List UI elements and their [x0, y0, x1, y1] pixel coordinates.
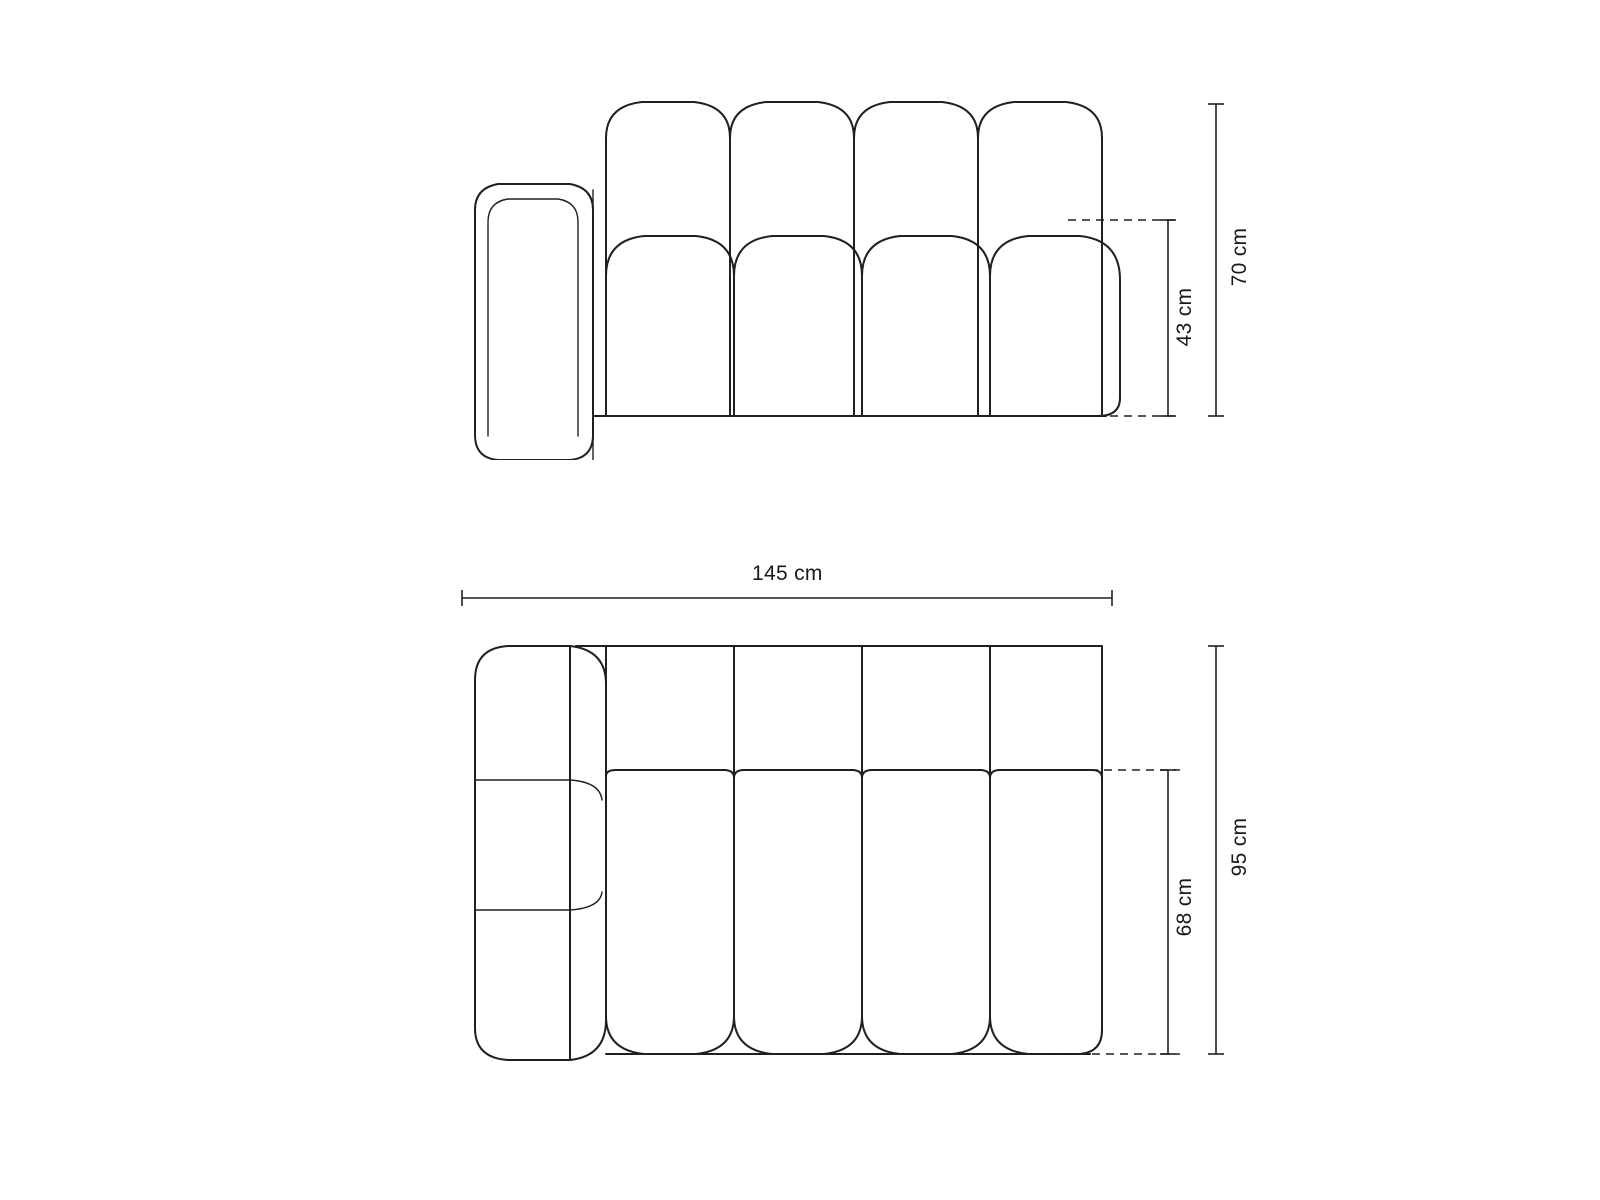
plan-seat-cushion-1 [606, 776, 734, 1054]
plan-arm-face-line-2 [570, 892, 602, 910]
seat-cushion-1 [606, 236, 734, 416]
front-view-dimensions [1020, 80, 1260, 480]
plan-arm-face-line-1 [570, 780, 602, 800]
plan-arm-outline [475, 646, 570, 1060]
dim-label-145cm: 145 cm [752, 562, 823, 585]
seat-cushion-2 [734, 236, 862, 416]
plan-backrest-bolster-1 [606, 646, 734, 778]
plan-backrest-bolster-3 [862, 646, 990, 778]
plan-seat-cushion-2 [734, 778, 862, 1054]
backrest-bolster-1 [606, 102, 730, 416]
arm-outer-outline [475, 184, 593, 460]
seat-cushion-3 [862, 236, 990, 416]
dim-label-68cm: 68 cm [1173, 877, 1196, 937]
plan-backrest-bolster-2 [734, 646, 862, 778]
plan-arm-face [570, 646, 606, 1060]
plan-view-dimensions [1020, 620, 1260, 1090]
backrest-bolster-3 [854, 102, 978, 416]
backrest-bolster-2 [730, 102, 854, 416]
dim-label-95cm: 95 cm [1228, 817, 1251, 877]
dim-label-70cm: 70 cm [1228, 227, 1251, 287]
arm-inner-line [488, 199, 578, 436]
plan-seat-cushion-3 [862, 778, 990, 1054]
dim-label-43cm: 43 cm [1173, 287, 1196, 347]
